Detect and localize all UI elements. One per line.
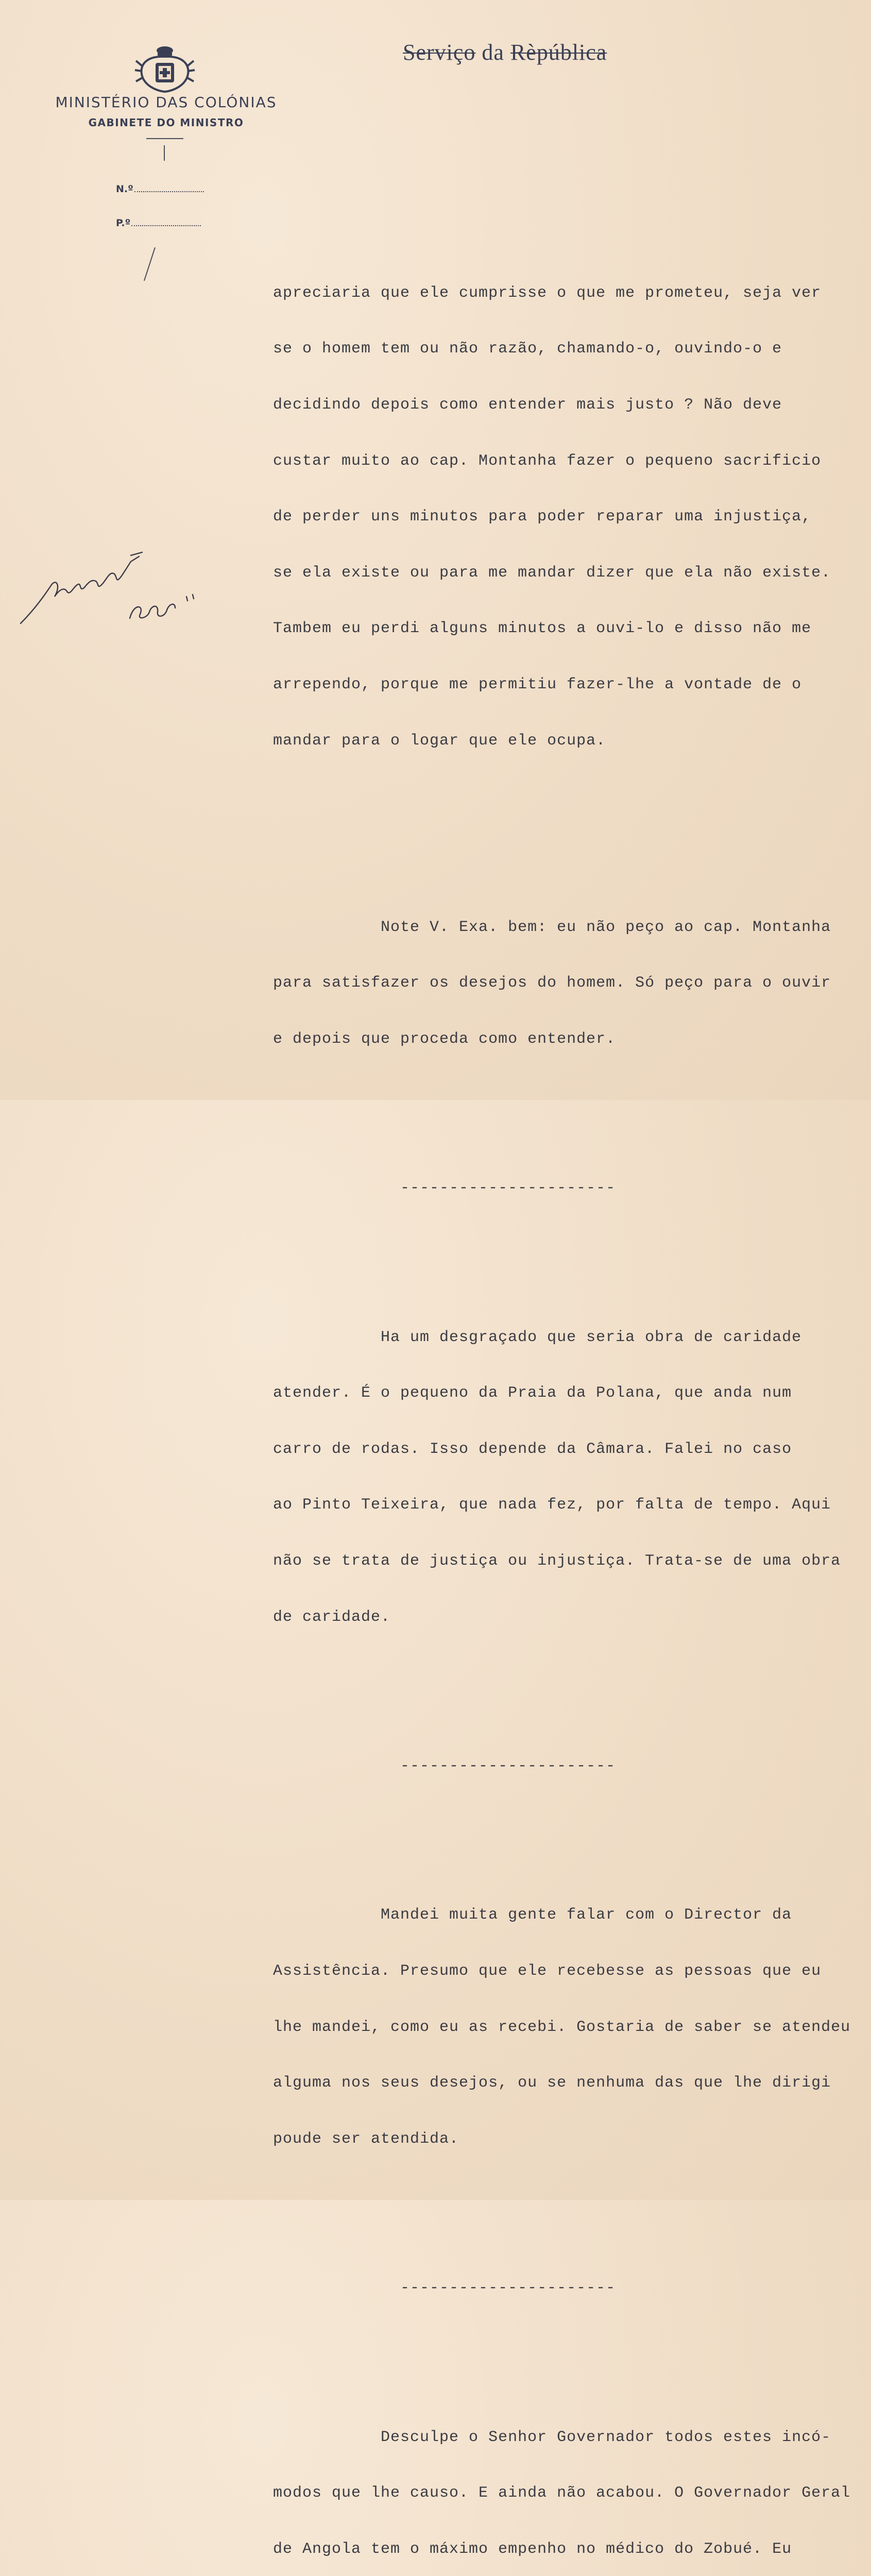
line: decidindo depois como entender mais justo ? Não deve xyxy=(273,396,782,414)
line: se o homem tem ou não razão, chamando-o, ouvindo-o e xyxy=(273,340,782,358)
line: alguma nos seus desejos, ou se nenhuma das que lhe dirigi xyxy=(273,2074,831,2092)
line: de perder uns minutos para poder reparar uma injustiça, xyxy=(273,508,812,526)
section-separator: ---------------------- xyxy=(273,1757,616,1775)
line: não se trata de justiça ou injustiça. Trata-se de uma obra xyxy=(273,1552,841,1570)
ministry-name: MINISTÉRIO DAS COLÓNIAS xyxy=(55,94,277,111)
letter-body xyxy=(273,209,870,2576)
line: ao Pinto Teixeira, que nada fez, por falta de tempo. Aqui xyxy=(273,1496,831,1514)
line: Ha um desgraçado que seria obra de caridade xyxy=(273,1328,802,1346)
margin-slash-mark xyxy=(144,247,156,281)
line: de Angola tem o máximo empenho no médico do Zobué. Eu xyxy=(273,2540,792,2558)
section-separator: ---------------------- xyxy=(273,1179,616,1197)
line: Mandei muita gente falar com o Director da xyxy=(273,1906,792,1924)
process-dotted-line xyxy=(131,219,201,226)
service-stamp xyxy=(403,39,607,65)
paragraph-5 xyxy=(273,2391,870,2576)
line: apreciaria que ele cumprisse o que me prometeu, seja ver xyxy=(273,284,822,302)
service-stamp-word-2: da xyxy=(482,40,504,65)
section-separator: ---------------------- xyxy=(273,2279,616,2297)
paragraph-3 xyxy=(273,1291,870,1664)
line: mandar para o logar que ele ocupa. xyxy=(273,732,606,750)
number-field xyxy=(116,183,204,195)
letterhead-divider xyxy=(146,138,183,139)
paragraph-4 xyxy=(273,1869,870,2185)
line: custar muito ao cap. Montanha fazer o pequeno sacrificio xyxy=(273,452,822,470)
line: se ela existe ou para me mandar dizer que ela não existe. xyxy=(273,564,831,582)
paragraph-1 xyxy=(273,246,870,787)
line: lhe mandei, como eu as recebi. Gostaria de saber se atendeu xyxy=(273,2018,851,2036)
line: para satisfazer os desejos do homem. Só peço para o ouvir xyxy=(273,974,831,992)
number-label: N.º xyxy=(116,183,133,195)
process-label: P.º xyxy=(116,217,131,229)
line: Desculpe o Senhor Governador todos estes incó- xyxy=(273,2428,831,2446)
line: modos que lhe causo. E ainda não acabou. O Governador Geral xyxy=(273,2484,851,2502)
number-dotted-line xyxy=(134,185,204,192)
process-field xyxy=(116,217,201,229)
line: atender. É o pequeno da Praia da Polana, que anda num xyxy=(273,1384,792,1402)
paragraph-2 xyxy=(273,880,870,1086)
cabinet-name: GABINETE DO MINISTRO xyxy=(88,116,244,129)
letterhead-tick xyxy=(164,145,165,161)
coat-of-arms-icon xyxy=(135,45,195,93)
handwritten-signature xyxy=(21,541,206,629)
line: Tambem eu perdi alguns minutos a ouvi-lo e disso não me xyxy=(273,620,812,638)
line: Note V. Exa. bem: eu não peço ao cap. Montanha xyxy=(273,918,831,936)
line: de caridade. xyxy=(273,1608,391,1626)
line: poude ser atendida. xyxy=(273,2130,459,2148)
service-stamp-word-1: Serviço xyxy=(403,40,476,65)
line: e depois que proceda como entender. xyxy=(273,1030,616,1048)
line: arrependo, porque me permitiu fazer-lhe a vontade de o xyxy=(273,676,802,694)
line: carro de rodas. Isso depende da Câmara. Falei no caso xyxy=(273,1440,792,1458)
service-stamp-word-3: Rèpública xyxy=(510,40,607,65)
line: Assistência. Presumo que ele recebesse as pessoas que eu xyxy=(273,1962,822,1980)
